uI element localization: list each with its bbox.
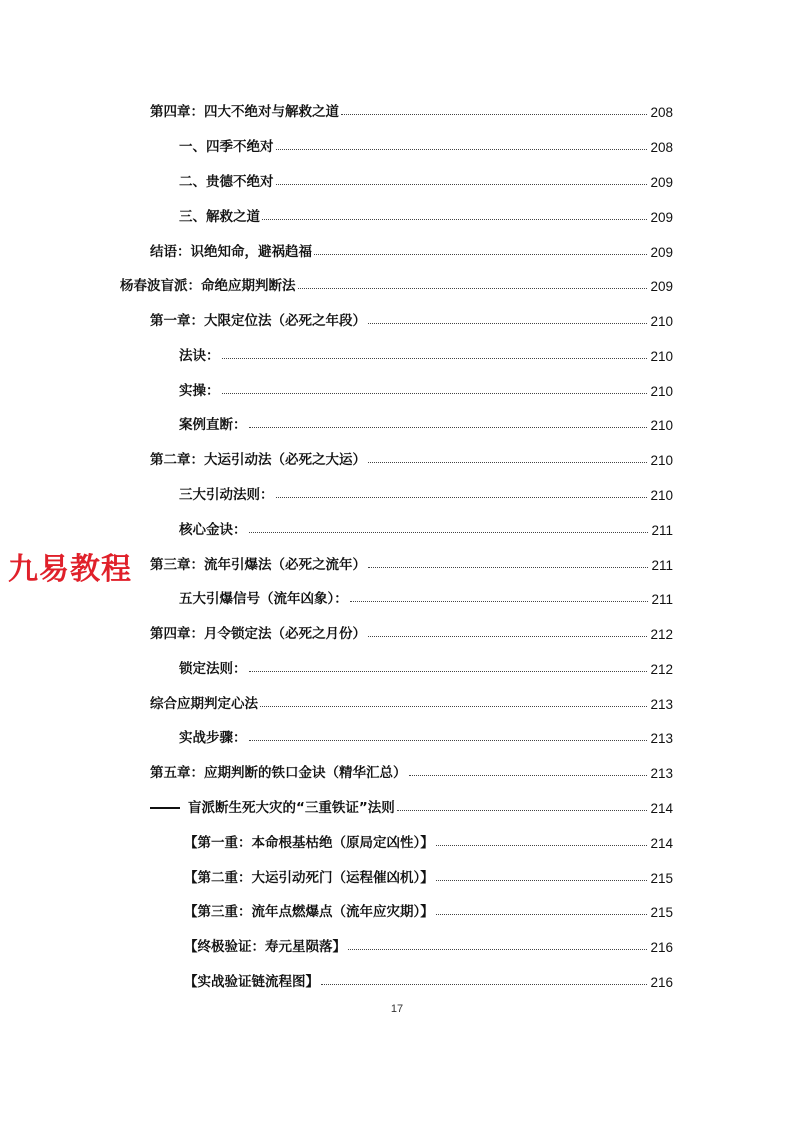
toc-entry[interactable] [0, 479, 794, 503]
dot-leader [222, 358, 648, 359]
toc-entry[interactable] [0, 722, 794, 746]
toc-entry-page: 216 [650, 940, 673, 955]
watermark: 九易教程 [8, 552, 132, 587]
toc-entry-title: 法诀： [179, 348, 220, 364]
dot-leader [262, 219, 647, 220]
toc-entry-title: 杨春波盲派：命绝应期判断法 [120, 278, 296, 294]
toc-entry[interactable] [0, 896, 794, 920]
toc-entry[interactable] [0, 862, 794, 886]
toc-entry[interactable] [0, 236, 794, 260]
dot-leader [368, 567, 648, 568]
toc-entry-page: 210 [650, 453, 673, 468]
toc-entry[interactable] [0, 201, 794, 225]
dot-leader [249, 427, 648, 428]
dot-leader [368, 636, 647, 637]
toc-entry[interactable] [0, 653, 794, 677]
dot-leader [222, 393, 648, 394]
dot-leader [314, 254, 647, 255]
toc-entry[interactable] [0, 131, 794, 155]
toc-entry[interactable] [0, 618, 794, 642]
toc-entry-page: 209 [650, 210, 673, 225]
em-dash-rule [150, 807, 180, 809]
toc-entry[interactable] [0, 931, 794, 955]
toc-entry-page: 216 [650, 975, 673, 990]
dot-leader [276, 149, 648, 150]
toc-entry-page: 213 [650, 731, 673, 746]
dot-leader [298, 288, 648, 289]
toc-entry-title: 第一章：大限定位法（必死之年段） [150, 313, 366, 329]
toc-entry-page: 215 [650, 905, 673, 920]
toc-entry-title: 实操： [179, 383, 220, 399]
dot-leader [249, 532, 649, 533]
dot-leader [321, 984, 647, 985]
toc-entry-page: 212 [650, 627, 673, 642]
toc-entry-title: 第四章：四大不绝对与解救之道 [150, 104, 339, 120]
page-number: 17 [390, 1003, 404, 1015]
toc-entry-page: 215 [650, 871, 673, 886]
dot-leader [249, 740, 648, 741]
toc-entry-page: 210 [650, 349, 673, 364]
toc-entry-page: 212 [650, 662, 673, 677]
dot-leader [341, 114, 647, 115]
toc-entry-title: 结语：识绝知命，避祸趋福 [150, 244, 312, 260]
toc-entry-page: 210 [650, 314, 673, 329]
toc-entry-page: 211 [651, 592, 673, 607]
dot-leader [397, 810, 648, 811]
toc-entry-title: 实战步骤： [179, 730, 247, 746]
toc-entry[interactable] [0, 757, 794, 781]
toc-entry-page: 208 [650, 105, 673, 120]
toc-entry-title: 案例直断： [179, 417, 247, 433]
toc-entry-title: 核心金诀： [179, 522, 247, 538]
toc-entry-title: 第二章：大运引动法（必死之大运） [150, 452, 366, 468]
toc-entry[interactable] [0, 444, 794, 468]
toc-entry-page: 214 [650, 801, 673, 816]
toc-entry-title: 第三章：流年引爆法（必死之流年） [150, 557, 366, 573]
toc-entry-page: 209 [650, 175, 673, 190]
toc-entry[interactable] [0, 96, 794, 120]
toc-entry-title: 综合应期判定心法 [150, 696, 258, 712]
toc-entry-title: 【终极验证：寿元星陨落】 [184, 939, 346, 955]
toc-entry[interactable] [0, 688, 794, 712]
toc-entry-page: 208 [650, 140, 673, 155]
toc-entry-page: 211 [651, 523, 673, 538]
dot-leader [276, 184, 648, 185]
toc-entry[interactable] [0, 166, 794, 190]
toc-entry-page: 213 [650, 697, 673, 712]
toc-entry-title: 第四章：月令锁定法（必死之月份） [150, 626, 366, 642]
toc-entry[interactable] [0, 792, 794, 816]
toc-entry-title: 五大引爆信号（流年凶象）： [179, 591, 348, 607]
toc-entry[interactable] [0, 270, 794, 294]
dot-leader [350, 601, 649, 602]
dot-leader [260, 706, 647, 707]
dot-leader [368, 323, 647, 324]
dot-leader [249, 671, 648, 672]
toc-entry[interactable] [0, 409, 794, 433]
dot-leader [436, 845, 648, 846]
toc-entry-page: 210 [650, 488, 673, 503]
dot-leader [276, 497, 648, 498]
toc-entry-title: 锁定法则： [179, 661, 247, 677]
toc-entry-page: 214 [650, 836, 673, 851]
toc-entry-title: 三大引动法则： [179, 487, 274, 503]
toc-entry-title: 三、解救之道 [179, 209, 260, 225]
toc-entry[interactable] [0, 827, 794, 851]
toc-entry[interactable] [0, 514, 794, 538]
toc-entry-title: 【第三重：流年点燃爆点（流年应灾期）】 [184, 904, 434, 920]
toc-entry-title: 第五章：应期判断的铁口金诀（精华汇总） [150, 765, 407, 781]
dot-leader [368, 462, 647, 463]
dot-leader [436, 914, 648, 915]
dot-leader [348, 949, 647, 950]
toc-entry[interactable] [0, 305, 794, 329]
toc-entry-page: 211 [651, 558, 673, 573]
toc-entry[interactable] [0, 375, 794, 399]
toc-entry-title: 一、四季不绝对 [179, 139, 274, 155]
toc-entry-title: 【第二重：大运引动死门（运程催凶机）】 [184, 870, 434, 886]
toc-entry-title: 盲派断生死大灾的“三重铁证”法则 [188, 800, 395, 816]
toc-entry-title: 【实战验证链流程图】 [184, 974, 319, 990]
toc-entry[interactable] [0, 966, 794, 990]
toc-entry-page: 209 [650, 279, 673, 294]
toc-entry[interactable] [0, 340, 794, 364]
dot-leader [436, 880, 648, 881]
dot-leader [409, 775, 648, 776]
toc-entry-page: 209 [650, 245, 673, 260]
toc-entry-page: 213 [650, 766, 673, 781]
toc-entry-title: 【第一重：本命根基枯绝（原局定凶性）】 [184, 835, 434, 851]
toc-entry-page: 210 [650, 384, 673, 399]
toc-entry-page: 210 [650, 418, 673, 433]
toc-entry-title: 二、贵德不绝对 [179, 174, 274, 190]
